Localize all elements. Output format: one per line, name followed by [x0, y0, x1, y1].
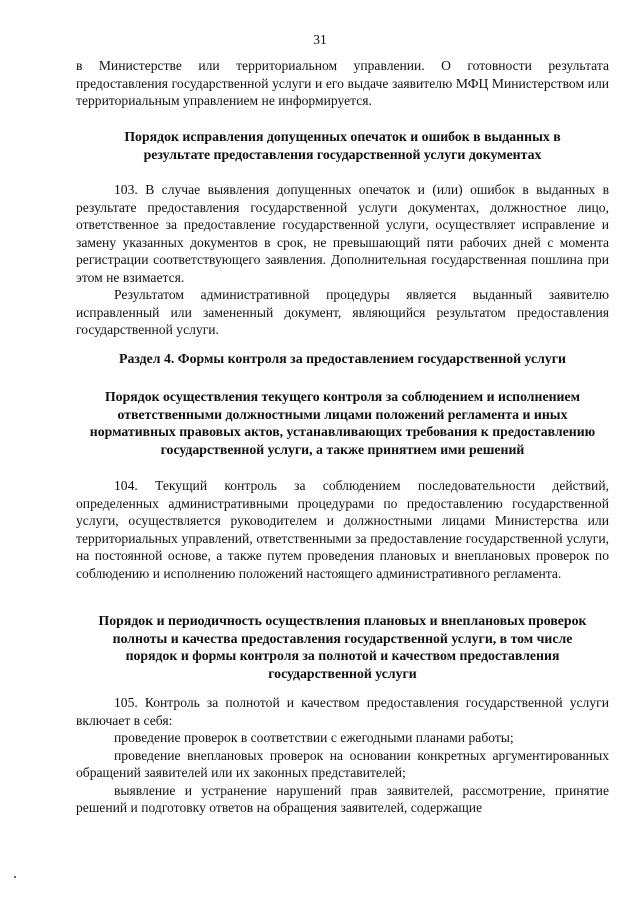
paragraph-103: 103. В случае выявления допущенных опечаток и (или) ошибок в выданных в результате предоставления государственной услуги документах, должностное лицо, ответственное за предоставление государственной услуги, осуществляет исправление и замену указанных документов в срок, не превышающий пяти рабочих дней с момента регистрации соответствующего заявления. Дополнительная государственная пошлина при этом не взимается. — [76, 182, 609, 285]
section-4-title: Раздел 4. Формы контроля за предоставлением государственной услуги — [119, 351, 566, 366]
heading-corrections: Порядок исправления допущенных опечаток и ошибок в выданных в результате предоставления государственной услуги документах — [124, 129, 561, 162]
paragraph-104: 104. Текущий контроль за соблюдением последовательности действий, определенных административными процедурами по предоставлению государственной услуги, осуществляется руководителем и должностными лицами Министерства или территориальных управлений, ответственными за предоставление государственной услуги, на постоянной основе, а также путем проведения плановых и внеплановых проверок по соблюдению и исполнению положений настоящего административного регламента. — [76, 478, 609, 581]
list-item: проведение проверок в соответствии с ежегодными планами работы; — [114, 730, 514, 745]
heading-current-control: Порядок осуществления текущего контроля за соблюдением и исполнением ответственными должностными лицами положений регламента и иных нормативных правовых актов, устанавливающих требования к предоставлению государственной услуги, а также принятием ими решений — [89, 389, 596, 457]
intro-paragraph: в Министерстве или территориальном управлении. О готовности результата предоставления государственной услуги и его выдаче заявителю МФЦ Министерством или территориальным управлением не информируется. — [76, 58, 609, 109]
paragraph-103-result: Результатом административной процедуры является выданный заявителю исправленный или замененный документ, являющийся результатом предоставления государственной услуги. — [76, 287, 609, 338]
page-number: 31 — [313, 32, 327, 47]
list-105 — [76, 729, 609, 817]
list-item: проведение внеплановых проверок на основании конкретных аргументированных обращений заявителей или их законных представителей; — [76, 747, 609, 781]
heading-inspections: Порядок и периодичность осуществления плановых и внеплановых проверок полноты и качества предоставления государственной услуги, в том числе порядок и формы контроля за полнотой и качеством предоставления государственной услуги — [98, 613, 587, 681]
list-item: выявление и устранение нарушений прав заявителей, рассмотрение, принятие решений и подготовку ответов на обращения заявителей, содержащие — [76, 782, 609, 816]
paragraph-105: 105. Контроль за полнотой и качеством предоставления государственной услуги включает в себя: — [76, 695, 609, 728]
scan-speck — [14, 876, 16, 878]
